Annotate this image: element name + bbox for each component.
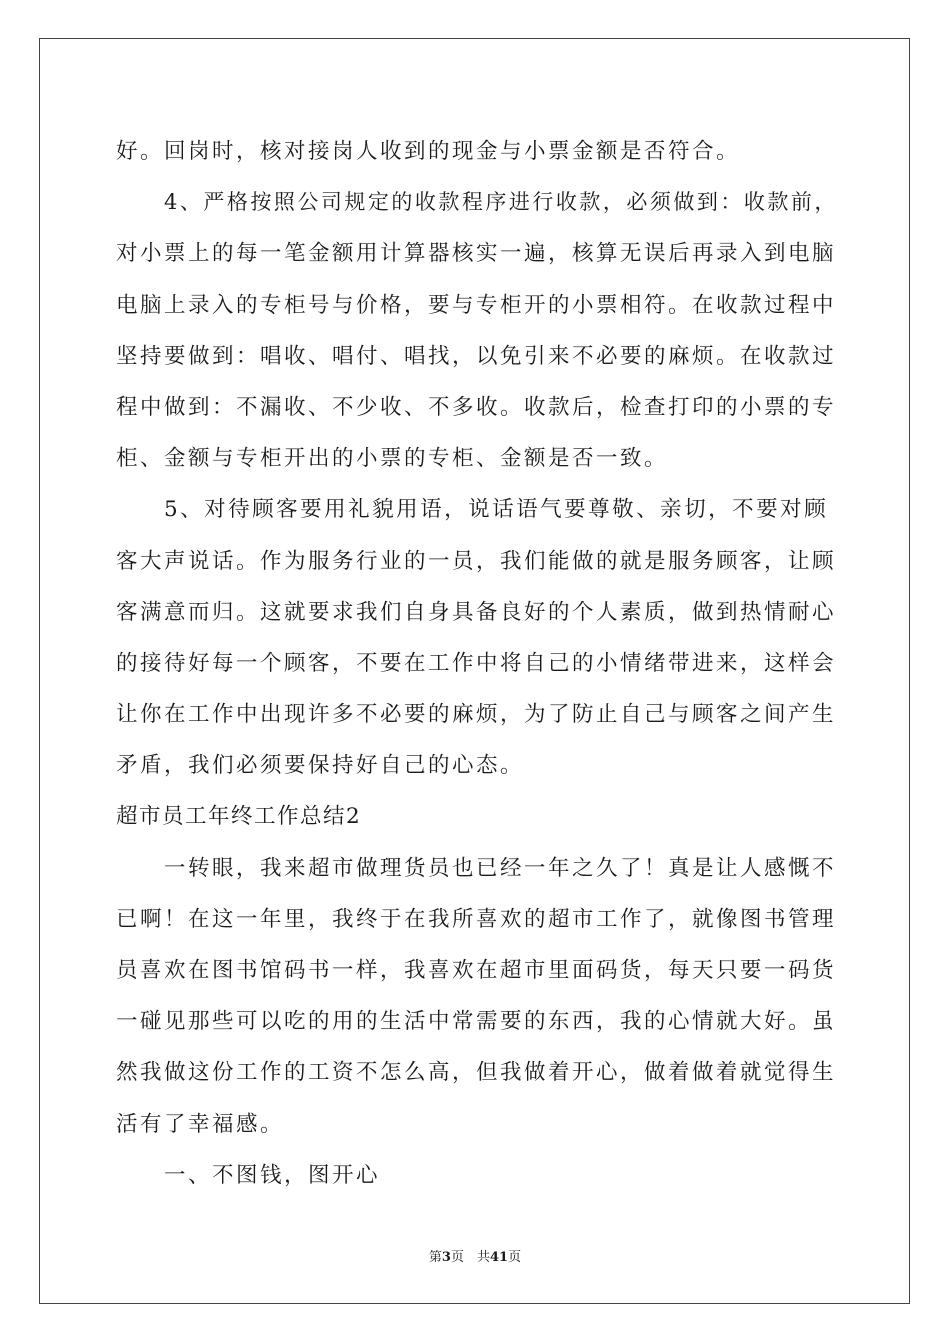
text-line: 的接待好每一个顾客，不要在工作中将自己的小情绪带进来，这样会: [116, 650, 837, 676]
text-line: 员喜欢在图书馆码书一样，我喜欢在超市里面码货，每天只要一码货: [116, 958, 837, 983]
text-line: 活有了幸福感。: [116, 1111, 285, 1137]
text-line: 一、不图钱，图开心: [164, 1162, 381, 1188]
text-line: 已啊！在这一年里，我终于在我所喜欢的超市工作了，就像图书管理: [116, 906, 837, 932]
text-line: 对小票上的每一笔金额用计算器核实一遍，核算无误后再录入到电脑: [116, 241, 837, 267]
text-line: 柜、金额与专柜开出的小票的专柜、金额是否一致。: [116, 446, 669, 472]
footer-mid: 页 共: [450, 1250, 490, 1265]
text-line: 客大声说话。作为服务行业的一员，我们能做的就是服务顾客，让顾: [116, 548, 837, 574]
text-line: 好。回岗时，核对接岗人收到的现金与小票金额是否符合。: [116, 139, 741, 164]
text-line: 一碰见那些可以吃的用的生活中常需要的东西，我的心情就大好。虽: [116, 1009, 837, 1035]
current-page-number: 3: [441, 1250, 451, 1265]
total-page-count: 41: [489, 1250, 509, 1265]
page-footer: [0, 1246, 950, 1265]
footer-suffix: 页: [508, 1250, 522, 1265]
text-line: 5、对待顾客要用礼貌用语，说话语气要尊敬、亲切，不要对顾: [164, 497, 829, 523]
text-line: 电脑上录入的专柜号与价格，要与专柜开的小票相符。在收款过程中: [116, 292, 837, 318]
text-line: 然我做这份工作的工资不怎么高，但我做着开心，做着做着就觉得生: [116, 1060, 837, 1086]
text-line: 让你在工作中出现许多不必要的麻烦，为了防止自己与顾客之间产生: [116, 702, 837, 728]
footer-prefix: 第: [428, 1250, 442, 1265]
text-line: 坚持要做到：唱收、唱付、唱找，以免引来不必要的麻烦。在收款过: [116, 343, 837, 369]
section-heading: 超市员工年终工作总结2: [116, 804, 362, 830]
text-line: 矛盾，我们必须要保持好自己的心态。: [116, 753, 525, 779]
text-line: 程中做到：不漏收、不少收、不多收。收款后，检查打印的小票的专: [116, 394, 837, 420]
text-line: 4、严格按照公司规定的收款程序进行收款，必须做到：收款前，: [164, 190, 838, 215]
text-line: 客满意而归。这就要求我们自身具备良好的个人素质，做到热情耐心: [116, 599, 837, 625]
text-line: 一转眼，我来超市做理货员也已经一年之久了！真是让人感慨不: [164, 855, 837, 881]
document-body: [116, 126, 836, 1201]
